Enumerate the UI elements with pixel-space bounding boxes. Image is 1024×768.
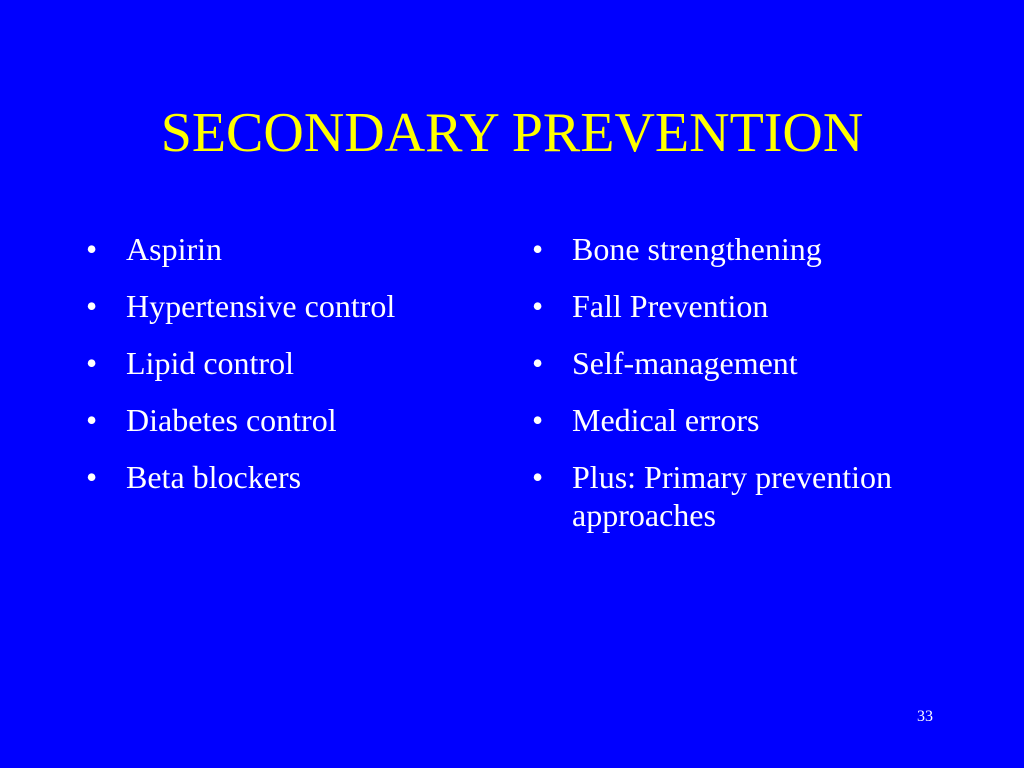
list-item	[86, 287, 486, 325]
bullet-icon: •	[86, 459, 98, 495]
bullet-icon: •	[532, 345, 544, 381]
page-number: 33	[917, 708, 933, 725]
bullet-icon: •	[86, 402, 98, 438]
list-item-text: Fall Prevention	[572, 288, 769, 324]
bullet-icon: •	[532, 288, 544, 324]
bullet-icon: •	[532, 231, 544, 267]
list-item-text: Beta blockers	[126, 459, 302, 495]
list-item	[86, 344, 486, 382]
list-item-text: Hypertensive control	[126, 288, 396, 324]
left-bullet-list	[86, 230, 486, 515]
list-item	[86, 230, 486, 268]
list-item-text: Lipid control	[126, 345, 294, 381]
bullet-icon: •	[86, 231, 98, 267]
list-item-text: Bone strengthening	[572, 231, 822, 267]
list-item-text: Aspirin	[126, 231, 222, 267]
list-item-text: Plus: Primary prevention approaches	[572, 459, 892, 533]
list-item-text: Diabetes control	[126, 402, 337, 438]
right-bullet-list	[532, 230, 952, 553]
list-item	[532, 287, 952, 325]
list-item	[86, 458, 486, 496]
list-item	[86, 401, 486, 439]
bullet-icon: •	[86, 288, 98, 324]
list-item	[532, 230, 952, 268]
bullet-icon: •	[86, 345, 98, 381]
slide-title: SECONDARY PREVENTION	[160, 102, 864, 164]
list-item	[532, 458, 952, 534]
list-item	[532, 344, 952, 382]
list-item-text: Medical errors	[572, 402, 760, 438]
bullet-icon: •	[532, 459, 544, 495]
list-item-text: Self-management	[572, 345, 798, 381]
list-item	[532, 401, 952, 439]
bullet-icon: •	[532, 402, 544, 438]
